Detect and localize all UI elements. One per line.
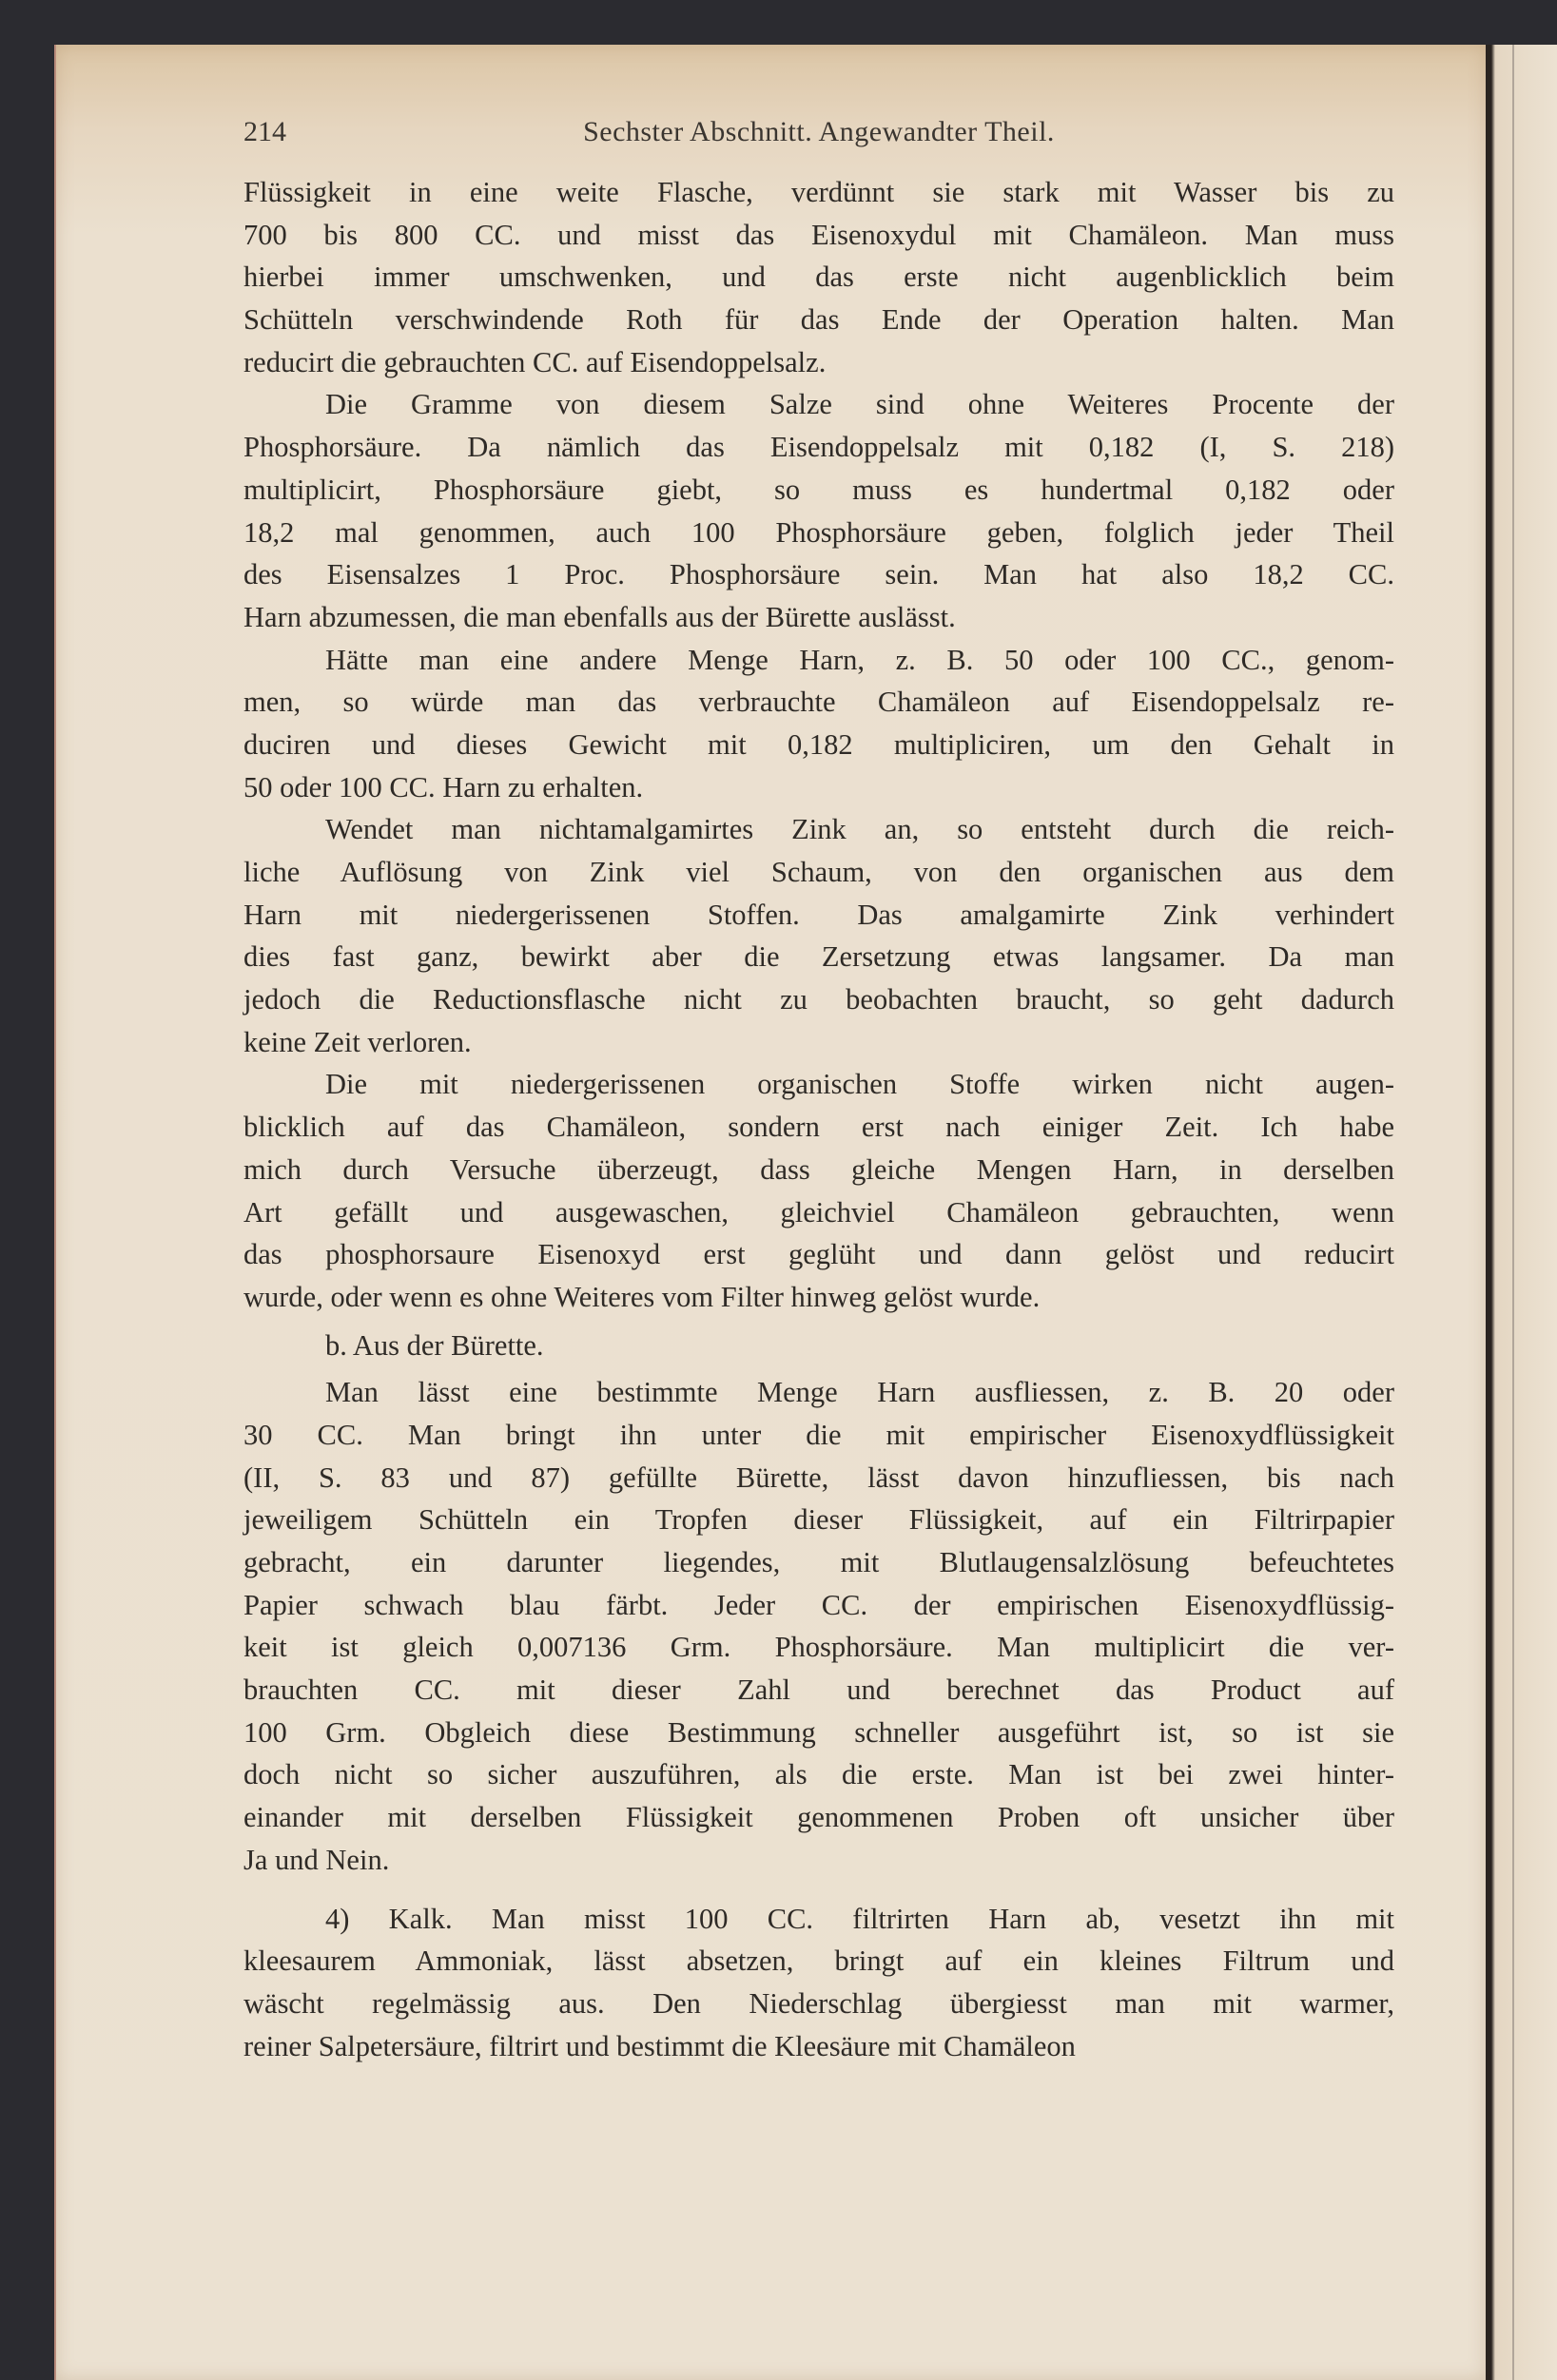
- text-line: jeweiligem Schütteln ein Tropfen dieser Flüssigkeit, auf ein Filtrirpapier: [243, 1503, 1394, 1537]
- text-line: doch nicht so sicher auszuführen, als die erste. Man ist bei zwei hinter-: [243, 1758, 1394, 1791]
- text-line: des Eisensalzes 1 Proc. Phosphorsäure sein. Man hat also 18,2 CC.: [243, 558, 1394, 591]
- text-line: Hätte man eine andere Menge Harn, z. B. 50 oder 100 CC., genom-: [325, 643, 1394, 676]
- text-line: Die mit niedergerissenen organischen Stoffe wirken nicht augen-: [325, 1068, 1394, 1101]
- text-line: Harn mit niedergerissenen Stoffen. Das amalgamirte Zink verhindert: [243, 898, 1394, 931]
- page-edge-line: [1512, 45, 1514, 2380]
- text-line: einander mit derselben Flüssigkeit genommenen Proben oft unsicher über: [243, 1801, 1394, 1834]
- text-line: Harn abzumessen, die man ebenfalls aus der Bürette auslässt.: [243, 600, 956, 633]
- text-line: Flüssigkeit in eine weite Flasche, verdünnt sie stark mit Wasser bis zu: [243, 176, 1394, 208]
- text-line: reducirt die gebrauchten CC. auf Eisendoppelsalz.: [243, 345, 827, 378]
- section-heading: b. Aus der Bürette.: [325, 1328, 544, 1362]
- text-line: Wendet man nichtamalgamirtes Zink an, so entsteht durch die reich-: [325, 813, 1394, 846]
- text-line: dies fast ganz, bewirkt aber die Zersetzung etwas langsamer. Da man: [243, 940, 1394, 974]
- text-line: Phosphorsäure. Da nämlich das Eisendoppelsalz mit 0,182 (I, S. 218): [243, 431, 1394, 464]
- text-line: men, so würde man das verbrauchte Chamäleon auf Eisendoppelsalz re-: [243, 686, 1394, 719]
- running-title: Sechster Abschnitt. Angewandter Theil.: [583, 116, 1055, 147]
- text-line: Man lässt eine bestimmte Menge Harn ausfliessen, z. B. 20 oder: [325, 1376, 1394, 1409]
- text-line: wäscht regelmässig aus. Den Niederschlag übergiesst man mit warmer,: [243, 1986, 1394, 2020]
- text-line: (II, S. 83 und 87) gefüllte Bürette, lässt davon hinzufliessen, bis nach: [243, 1461, 1394, 1494]
- text-line: keine Zeit verloren.: [243, 1025, 472, 1058]
- text-line: jedoch die Reductionsflasche nicht zu beobachten braucht, so geht dadurch: [243, 983, 1394, 1016]
- text-line: multiplicirt, Phosphorsäure giebt, so muss es hundertmal 0,182 oder: [243, 473, 1394, 506]
- text-line: 50 oder 100 CC. Harn zu erhalten.: [243, 770, 644, 803]
- text-line: 100 Grm. Obgleich diese Bestimmung schneller ausgeführt ist, so ist sie: [243, 1715, 1394, 1749]
- text-line: brauchten CC. mit dieser Zahl und berechnet das Product auf: [243, 1674, 1394, 1707]
- text-line: gebracht, ein darunter liegendes, mit Blutlaugensalzlösung befeuchtetes: [243, 1546, 1394, 1578]
- running-header: [243, 116, 1394, 158]
- text-line: 30 CC. Man bringt ihn unter die mit empirischer Eisenoxydflüssigkeit: [243, 1418, 1394, 1451]
- text-line: blicklich auf das Chamäleon, sondern erst nach einiger Zeit. Ich habe: [243, 1111, 1394, 1144]
- adjacent-page-edge: [1486, 45, 1557, 2380]
- page-body-text: [243, 171, 1394, 2067]
- text-line: reiner Salpetersäure, filtrirt und bestimmt die Kleesäure mit Chamäleon: [243, 2029, 1076, 2062]
- text-line: 4) Kalk. Man misst 100 CC. filtrirten Harn ab, vesetzt ihn mit: [325, 1902, 1394, 1935]
- text-line: Schütteln verschwindende Roth für das Ende der Operation halten. Man: [243, 303, 1394, 337]
- text-line: 18,2 mal genommen, auch 100 Phosphorsäure geben, folglich jeder Theil: [243, 515, 1394, 549]
- text-line: hierbei immer umschwenken, und das erste nicht augenblicklich beim: [243, 261, 1394, 294]
- text-line: Die Gramme von diesem Salze sind ohne Weiteres Procente der: [325, 388, 1394, 421]
- text-line: Art gefällt und ausgewaschen, gleichviel Chamäleon gebrauchten, wenn: [243, 1195, 1394, 1229]
- text-line: das phosphorsaure Eisenoxyd erst geglüht und dann gelöst und reducirt: [243, 1238, 1394, 1271]
- text-line: mich durch Versuche überzeugt, dass gleiche Mengen Harn, in derselben: [243, 1152, 1394, 1186]
- text-line: Ja und Nein.: [243, 1843, 390, 1876]
- text-line: 700 bis 800 CC. und misst das Eisenoxydul mit Chamäleon. Man muss: [243, 218, 1394, 251]
- text-line: Papier schwach blau färbt. Jeder CC. der empirischen Eisenoxydflüssig-: [243, 1588, 1394, 1621]
- text-line: duciren und dieses Gewicht mit 0,182 multipliciren, um den Gehalt in: [243, 727, 1394, 761]
- text-line: wurde, oder wenn es ohne Weiteres vom Filter hinweg gelöst wurde.: [243, 1280, 1041, 1313]
- text-line: keit ist gleich 0,007136 Grm. Phosphorsäure. Man multiplicirt die ver-: [243, 1631, 1394, 1664]
- page-number: 214: [243, 116, 286, 147]
- text-line: liche Auflösung von Zink viel Schaum, von den organischen aus dem: [243, 856, 1394, 888]
- text-line: kleesaurem Ammoniak, lässt absetzen, bringt auf ein kleines Filtrum und: [243, 1945, 1394, 1978]
